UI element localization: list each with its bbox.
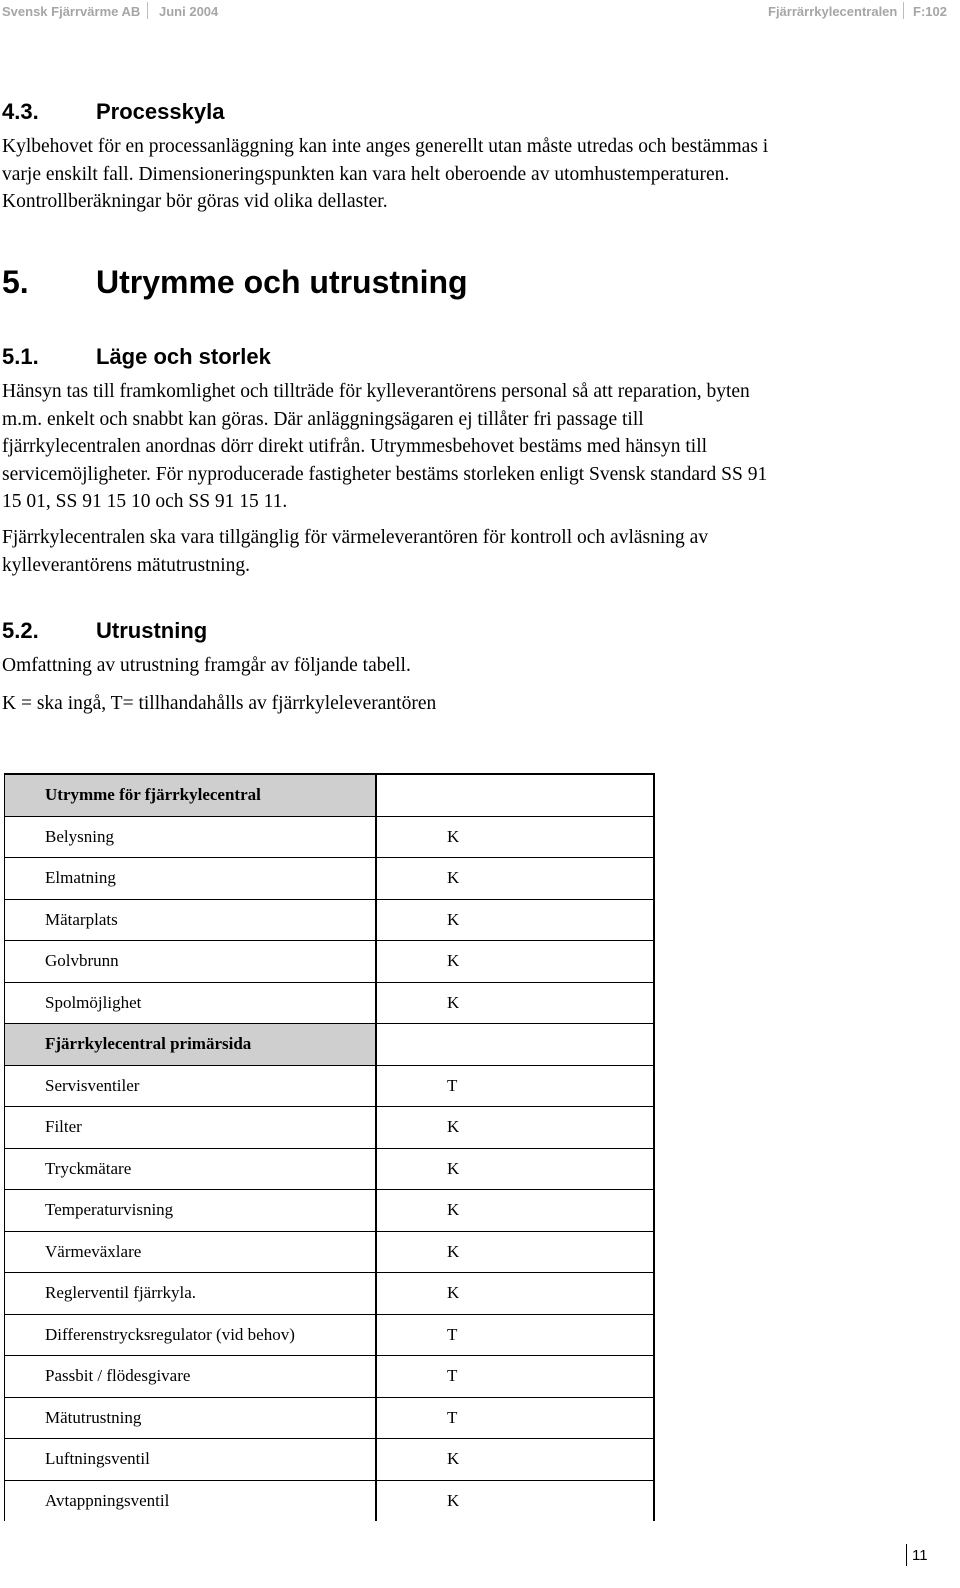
table-code-cell: K [376, 816, 654, 858]
header-date: Juni 2004 [159, 4, 219, 19]
table-code-cell: T [376, 1314, 654, 1356]
table-item-cell: Temperaturvisning [5, 1190, 377, 1232]
heading-number: 5. [2, 264, 29, 300]
page-number: 11 [912, 1547, 928, 1564]
table-code-cell: K [376, 982, 654, 1024]
table-code-cell: K [376, 1480, 654, 1521]
heading-number: 5.1. [2, 344, 39, 369]
equipment-table [4, 773, 655, 1521]
table-item-cell: Tryckmätare [5, 1148, 377, 1190]
table-row [5, 1273, 655, 1315]
page-header [0, 0, 960, 24]
table-item-cell: Passbit / flödesgivare [5, 1356, 377, 1398]
table-row [5, 1065, 655, 1107]
table-item-cell: Mätarplats [5, 899, 377, 941]
heading-number: 5.2. [2, 618, 39, 643]
table-row [5, 1397, 655, 1439]
table-row [5, 816, 655, 858]
header-doc-code: F:102 [913, 4, 947, 19]
paragraph-omfattning: Omfattning av utrustning framgår av följande tabell. [2, 655, 411, 676]
table-code-cell: K [376, 1190, 654, 1232]
paragraph-tillganglighet: Fjärrkylecentralen ska vara tillgänglig för värmeleverantören för kontroll och avläsning av kylleverantörens mätutrustning. [2, 527, 709, 576]
table-row [5, 1439, 655, 1481]
table-item-cell: Avtappningsventil [5, 1480, 377, 1521]
table-item-cell: Elmatning [5, 858, 377, 900]
table-cell-empty [376, 774, 654, 816]
table-section-row [5, 1024, 655, 1066]
table-row [5, 982, 655, 1024]
page-number-divider [906, 1544, 907, 1566]
table-item-cell: Differenstrycksregulator (vid behov) [5, 1314, 377, 1356]
table-row [5, 858, 655, 900]
table-row [5, 941, 655, 983]
table-section-row [5, 774, 655, 816]
table-row [5, 1107, 655, 1149]
header-doc-title: Fjärrärrkylecentralen [768, 4, 898, 19]
header-divider [903, 2, 904, 19]
table-item-cell: Mätutrustning [5, 1397, 377, 1439]
table-row [5, 1190, 655, 1232]
table-item-cell: Golvbrunn [5, 941, 377, 983]
table-code-cell: K [376, 1439, 654, 1481]
table-item-cell: Reglerventil fjärrkyla. [5, 1273, 377, 1315]
table-cell-empty [376, 1024, 654, 1066]
heading-number: 4.3. [2, 99, 39, 124]
table-code-cell: K [376, 941, 654, 983]
header-company: Svensk Fjärrvärme AB [2, 4, 141, 19]
table-row [5, 899, 655, 941]
table-row [5, 1231, 655, 1273]
table-item-cell: Spolmöjlighet [5, 982, 377, 1024]
table-item-cell: Filter [5, 1107, 377, 1149]
table-item-cell: Värmeväxlare [5, 1231, 377, 1273]
table-code-cell: K [376, 1273, 654, 1315]
table-code-cell: T [376, 1065, 654, 1107]
table-code-cell: K [376, 1107, 654, 1149]
table-section-title: Fjärrkylecentral primärsida [5, 1024, 377, 1066]
heading-title: Processkyla [96, 99, 225, 124]
table-code-cell: K [376, 1148, 654, 1190]
table-code-cell: K [376, 899, 654, 941]
table-item-cell: Luftningsventil [5, 1439, 377, 1481]
table-item-cell: Belysning [5, 816, 377, 858]
table-row [5, 1480, 655, 1521]
heading-title: Utrymme och utrustning [96, 264, 468, 300]
table-section-title: Utrymme för fjärrkylecentral [5, 774, 377, 816]
table-row [5, 1356, 655, 1398]
header-divider [147, 2, 148, 19]
heading-title: Läge och storlek [96, 344, 271, 369]
table-code-cell: K [376, 858, 654, 900]
table-item-cell: Servisventiler [5, 1065, 377, 1107]
table-code-cell: T [376, 1356, 654, 1398]
table-row [5, 1314, 655, 1356]
paragraph-processkyla: Kylbehovet för en processanläggning kan inte anges generellt utan måste utredas och bestämmas i varje enskilt fall. Dimensioneringspunkten kan vara helt oberoende av utomhustemperaturen. Kontrollberäkningar bör göras vid olika dellaster. [2, 136, 769, 212]
table-code-cell: T [376, 1397, 654, 1439]
table-code-cell: K [376, 1231, 654, 1273]
heading-title: Utrustning [96, 618, 208, 643]
paragraph-lage-och-storlek: Hänsyn tas till framkomlighet och tillträde för kylleverantörens personal så att reparation, byten m.m. enkelt och snabbt kan göras. Där anläggningsägaren ej tillåter fri passage till fjärrkylecentralen anordnas dörr direkt utifrån. Utrymmesbehovet bestäms med hänsyn till servicemöjligheter. För nyproducerade fastigheter bestäms storleken enligt Svensk standard SS 91 15 01, SS 91 15 10 och SS 91 15 11. [2, 381, 768, 512]
table-row [5, 1148, 655, 1190]
paragraph-legend: K = ska ingå, T= tillhandahålls av fjärrkyleleverantören [2, 693, 437, 714]
